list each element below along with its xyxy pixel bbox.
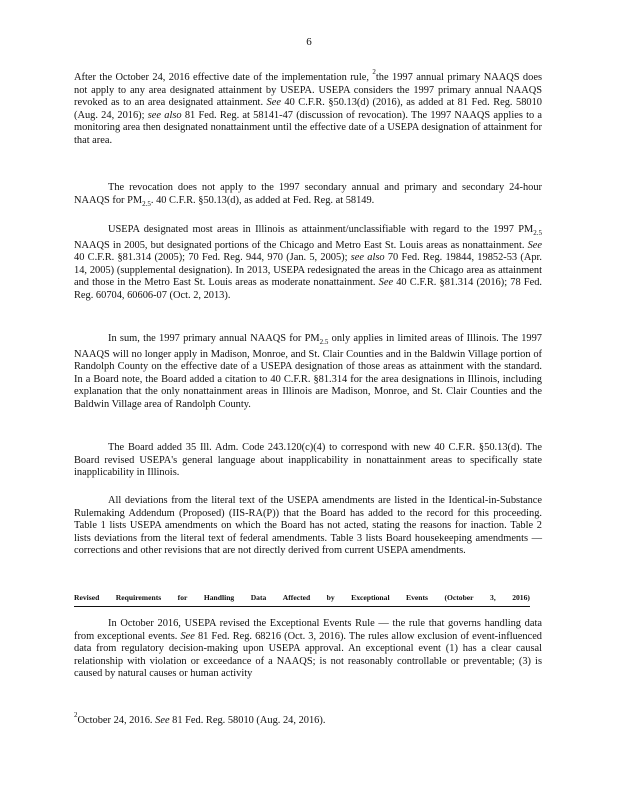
paragraph-deviations: [74, 495, 542, 558]
text-run: In October 2016, USEPA revised the Exceptional Events Rule — the rule that governs handling data from exceptional events.: [74, 618, 542, 642]
footnote-rest: 81 Fed. Reg. 58010 (Aug. 24, 2016).: [169, 715, 326, 726]
heading-word: (October: [444, 593, 474, 602]
heading-word: Exceptional: [351, 593, 390, 602]
heading-word: Requirements: [115, 593, 162, 602]
text-run: 40 C.F.R. §81.314 (2016); 78 Fed. Reg. 60704, 60606-07 (Oct. 2, 2013).: [74, 277, 542, 302]
page-number: 6: [306, 36, 312, 48]
text-run: the 1997 annual primary NAAQS does not apply to any area designated attainment by USEPA. USEPA considers the 1997 primary annual NAAQS revoked as to an area designated attainment.: [74, 72, 542, 109]
paragraph-designations: [74, 224, 542, 303]
citation-signal: See: [527, 239, 542, 251]
heading-word: 2016): [512, 593, 530, 602]
heading-word: 3,: [490, 593, 496, 602]
text-run: . 40 C.F.R. §50.13(d), as added at Fed. Reg. at 58149.: [150, 194, 375, 206]
citation-signal: see also: [147, 109, 182, 121]
paragraph-implementation-rule: [74, 68, 543, 148]
text-run: only applies in limited areas of Illinois. The 1997 NAAQS will no longer apply in Madison, Monroe, and St. Clair Counties and in the Baldwin Village portion of Randolph County on the effective date of a USEPA designation of those areas as attainment with the standard. In a Board note, the Board added a citation to 40 C.F.R. §81.314 for the area designations in Illinois, including explanation that the only nonattainment areas in Illinois are Madison, Monroe, and St. Clair Counties and the Baldwin Village area of Randolph County.: [74, 333, 542, 411]
text-run: All deviations from the literal text of the USEPA amendments are listed in the Identical-in-Substance Rulemaking Addendum (Proposed) (IIS-RA(P)) that the Board has added to the record for this proceeding. Table 1 lists USEPA amendments on which the Board has not acted, stating the reasons for inaction. Table 2 lists deviations from the literal text of federal amendments. Table 3 lists Board housekeeping amendments — corrections and other revisions that are not directly derived from current USEPA amendments.: [74, 495, 542, 557]
text-run: NAAQS in 2005, but designated portions of the Chicago and Metro East St. Louis areas as nonattainment.: [74, 239, 528, 251]
text-run: 2.5: [142, 199, 151, 208]
text-run: In sum, the 1997 primary annual NAAQS for PM: [108, 333, 320, 344]
footnote-text: October 24, 2016.: [77, 715, 156, 726]
heading-word: by: [326, 593, 335, 602]
text-run: 40 C.F.R. §50.13(d) (2016), as added at 81 Fed. Reg. 58010 (Aug. 24, 2016);: [74, 97, 542, 121]
citation-signal: see also: [350, 252, 385, 264]
citation-signal: See: [180, 630, 195, 642]
paragraph-board-added: [74, 442, 542, 480]
text-run: 81 Fed. Reg. at 58141-47 (discussion of revocation). The 1997 NAAQS applies to a monitoring area then designated nonattainment until the effective date of a USEPA designation of attainment for that area.: [74, 109, 543, 146]
text-run: 70 Fed. Reg. 19844, 19852-53 (Apr. 14, 2005) (supplemental designation). In 2013, USEPA redesignated the areas in the Chicago area as attainment and those in the Metro East St. Louis areas as moderate nonattainment.: [74, 252, 543, 289]
footnote-see: See: [155, 715, 170, 726]
heading-word: Events: [406, 593, 428, 602]
footnote-ref: 2: [372, 68, 376, 76]
paragraph-summary: [74, 333, 542, 412]
text-run: USEPA designated most areas in Illinois as attainment/unclassifiable with regard to the 1997 PM: [108, 224, 534, 235]
text-run: 2.5: [533, 229, 542, 238]
heading-word: Affected: [282, 593, 311, 602]
heading-word: Handling: [203, 593, 235, 602]
paragraph-revocation: [74, 182, 542, 210]
section-heading: [74, 592, 530, 607]
heading-word: Data: [250, 593, 267, 602]
text-run: 40 C.F.R. §81.314 (2005); 70 Fed. Reg. 944, 970 (Jan. 5, 2005);: [74, 252, 351, 264]
footnote: [74, 711, 542, 728]
text-run: 2.5: [319, 338, 329, 347]
footnote-marker: 2: [74, 711, 78, 719]
heading-word: for: [177, 593, 188, 602]
citation-signal: See: [378, 277, 394, 289]
text-run: After the October 24, 2016 effective date of the implementation rule,: [74, 72, 373, 83]
text-run: The Board added 35 Ill. Adm. Code 243.120(c)(4) to correspond with new 40 C.F.R. §50.13(d). The Board revised USEPA's general language about inapplicability in nonattainment areas to specifically state inapplicability in Illinois.: [74, 442, 542, 479]
citation-signal: See: [266, 97, 281, 109]
paragraph-exceptional-events: [74, 618, 542, 681]
text-run: 81 Fed. Reg. 68216 (Oct. 3, 2016). The rules allow exclusion of event-influenced data from regulatory decision-making upon USEPA approval. An exceptional event (1) has a clear causal relationship with violation or exceedance of a NAAQS; is not reasonably controllable or preventable; (3) is caused by natural causes or human activity: [74, 630, 542, 680]
text-run: The revocation does not apply to the 1997 secondary annual and primary and secondary 24-hour NAAQS for PM: [74, 182, 542, 206]
heading-word: Revised: [74, 593, 100, 602]
